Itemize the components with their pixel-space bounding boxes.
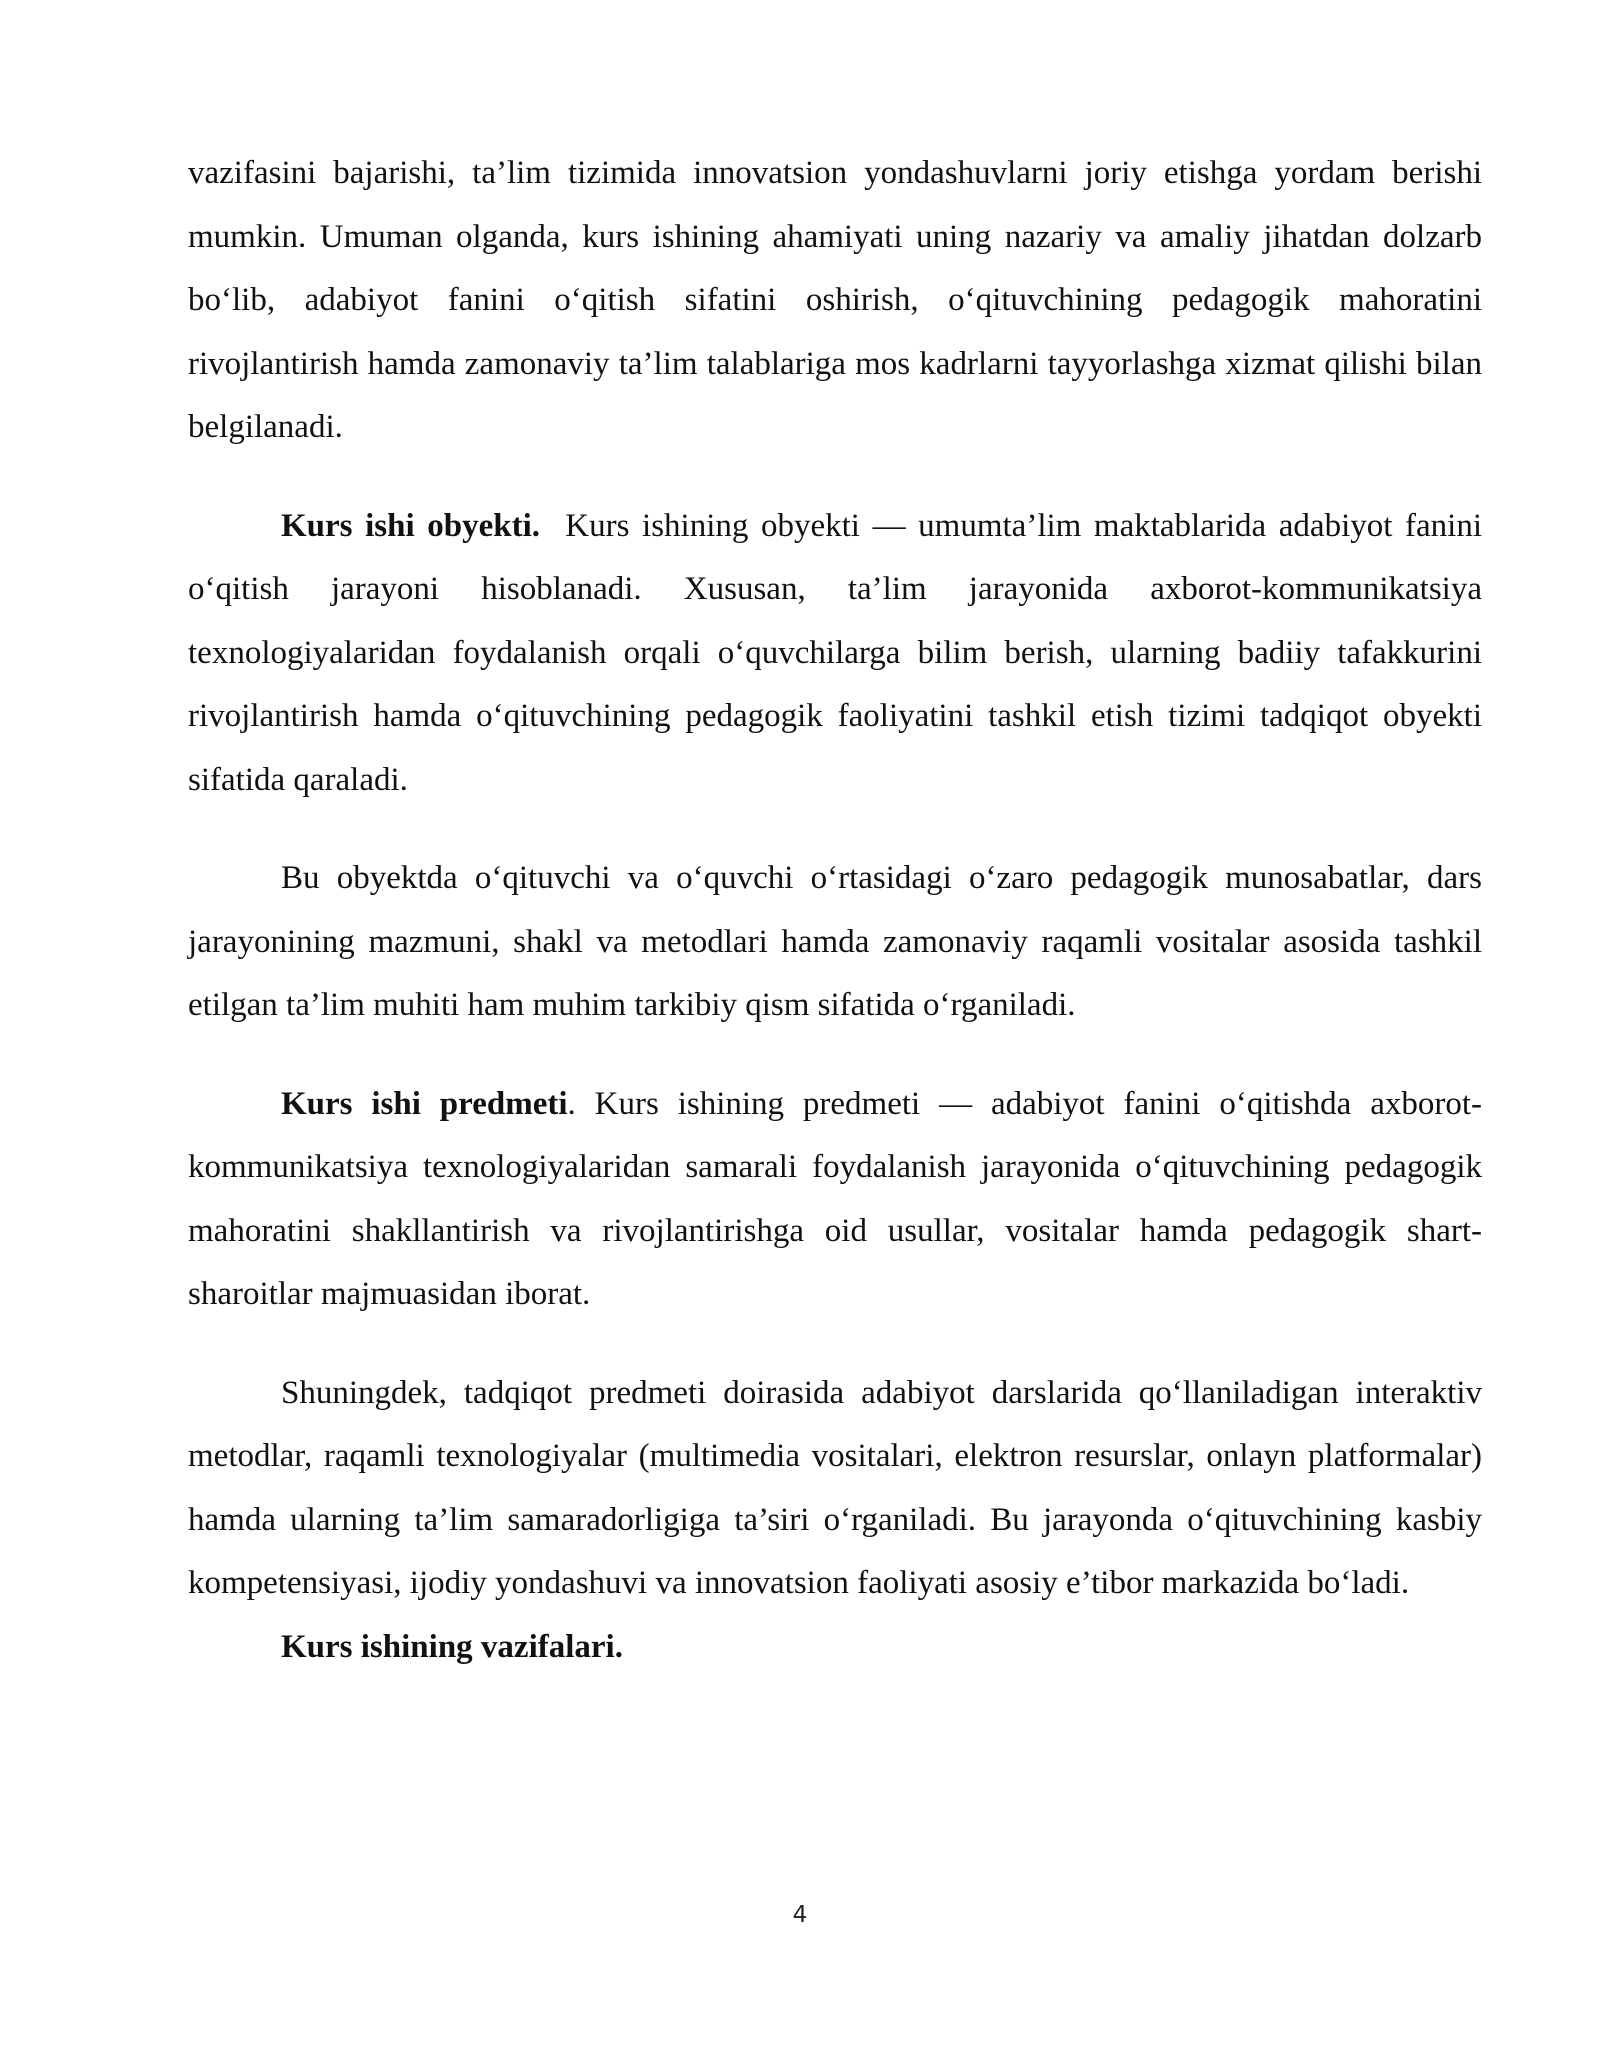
subject-heading: Kurs ishi predmeti — [281, 1085, 568, 1122]
object-heading: Kurs ishi obyekti. — [281, 507, 541, 544]
page-number: 4 — [792, 1902, 808, 1928]
tasks-heading: Kurs ishining vazifalari. — [281, 1628, 623, 1665]
subject-text: . Kurs ishining predmeti — adabiyot fanini o‘qitishda axborot-kommunikatsiya texnologiyalaridan samarali foydalanish jarayonida o‘qituvchining pedagogik mahoratini shakllantirish va rivojlantirishga oid usullar, vositalar hamda pedagogik shart-sharoitlar majmuasidan iborat. — [188, 1085, 1482, 1312]
page-content — [188, 142, 1482, 1679]
paragraph-significance: vazifasini bajarishi, ta’lim tizimida innovatsion yondashuvlarni joriy etishga yordam berishi mumkin. Umuman olganda, kurs ishining ahamiyati uning nazariy va amaliy jihatdan dolzarb bo‘lib, adabiyot fanini o‘qitish sifatini oshirish, o‘qituvchining pedagogik mahoratini rivojlantirish hamda zamonaviy ta’lim talablariga mos kadrlarni tayyorlashga xizmat qilishi bilan belgilanadi. — [188, 155, 1482, 445]
paragraph-object — [188, 495, 1482, 813]
paragraph-subject — [188, 1073, 1482, 1327]
paragraph-object-details: Bu obyektda o‘qituvchi va o‘quvchi o‘rtasidagi o‘zaro pedagogik munosabatlar, dars jarayonining mazmuni, shakl va metodlari hamda zamonaviy raqamli vositalar asosida tashkil etilgan ta’lim muhiti ham muhim tarkibiy qism sifatida o‘rganiladi. — [188, 860, 1482, 1023]
paragraph-subject-details: Shuningdek, tadqiqot predmeti doirasida adabiyot darslarida qo‘llaniladigan interaktiv metodlar, raqamli texnologiyalar (multimedia vositalari, elektron resurslar, onlayn platformalar) hamda ularning ta’lim samaradorligiga ta’siri o‘rganiladi. Bu jarayonda o‘qituvchining kasbiy kompetensiyasi, ijodiy yondashuvi va innovatsion faoliyati asosiy e’tibor markazida bo‘ladi. — [188, 1374, 1482, 1601]
object-text: Kurs ishining obyekti — umumta’lim maktablarida adabiyot fanini o‘qitish jarayoni hisoblanadi. Xususan, ta’lim jarayonida axborot-kommunikatsiya texnologiyalaridan foydalanish orqali o‘quvchilarga bilim berish, ularning badiiy tafakkurini rivojlantirish hamda o‘qituvchining pedagogik faoliyatini tashkil etish tizimi tadqiqot obyekti sifatida qaraladi. — [188, 507, 1483, 798]
